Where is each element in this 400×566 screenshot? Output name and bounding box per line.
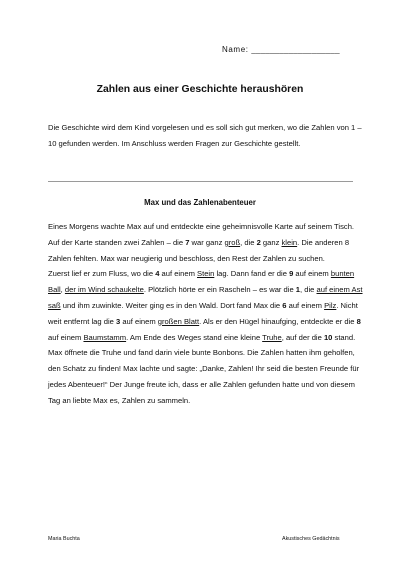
text-run: Zuerst lief er zum Fluss, wo die: [48, 269, 156, 279]
number-9: 9: [289, 269, 294, 279]
word-truhe: Truhe: [262, 332, 282, 342]
number-7: 7: [185, 237, 190, 247]
story-paragraph-3: Max öffnete die Truhe und fand darin viele bunte Bonbons. Die Zahlen hatten ihm geholfen, den Schatz zu finden! Max lachte und sagte: „Danke, Zahlen! Ihr seid die besten Freunde für jedes Abenteuer!“ Der Junge freute ich, dass er alle Zahlen gefunden hatte und von diesem Tag an liebte Max es, Zahlen zu sammeln.: [48, 348, 360, 405]
instructions-text: Die Geschichte wird dem Kind vorgelesen und es soll sich gut merken, wo die Zahlen von 1 – 10 gefunden werden. Im Anschluss werden Fragen zur Geschichte gestellt.: [48, 123, 362, 148]
word-pilz: Pilz: [324, 300, 337, 310]
word-baumstamm: Baumstamm: [83, 332, 127, 342]
name-label: Name:: [222, 45, 249, 54]
text-run: . Am Ende des Weges stand eine kleine: [126, 332, 263, 342]
text-run: stand.: [332, 332, 356, 342]
number-10: 10: [323, 332, 333, 342]
number-4: 4: [155, 269, 160, 279]
text-run: auf einem: [120, 316, 158, 326]
story-paragraph-1: [48, 219, 364, 266]
text-run: lag. Dann fand er die: [214, 269, 290, 279]
word-bunten-ball: bunten Ball: [48, 269, 355, 295]
footer-topic: Akustisches Gedächtnis: [282, 536, 340, 542]
text-run: war ganz: [189, 237, 225, 247]
story-text: [48, 219, 364, 409]
word-stein: Stein: [197, 269, 215, 279]
word-gross: groß: [224, 237, 241, 247]
text-run: Eines Morgens wachte Max auf und entdeckte eine geheimnisvolle Karte auf seinem Tisch. Auf der Karte standen zwei Zahlen – die: [48, 222, 355, 247]
text-run: auf einem: [286, 300, 325, 310]
text-run: und ihm zuwinkte. Weiter ging es in den Wald. Dort fand Max die: [60, 300, 283, 310]
text-run: ganz: [260, 237, 282, 247]
section-divider: [48, 181, 353, 182]
story-title: Max und das Zahlenabenteuer: [144, 198, 256, 207]
text-run: , die: [240, 237, 257, 247]
number-2: 2: [256, 237, 261, 247]
text-run: , auf der die: [281, 332, 324, 342]
text-run: , die: [300, 285, 317, 295]
number-8: 8: [356, 316, 361, 326]
worksheet-title: Zahlen aus einer Geschichte heraushören: [96, 84, 304, 95]
number-1: 1: [295, 285, 301, 295]
text-run: ,: [60, 285, 65, 295]
text-run: auf einem: [293, 269, 331, 279]
text-run: auf einem: [48, 332, 84, 342]
number-3: 3: [115, 316, 121, 326]
text-run: . Nicht weit entfernt lag die: [48, 300, 358, 326]
text-run: . Plötzlich hörte er ein Rascheln – es war die: [143, 285, 296, 295]
phrase-auf-ast: auf einem Ast saß: [48, 285, 363, 310]
name-blank-line: ___________________: [251, 45, 340, 54]
text-run: . Als er den Hügel hinaufging, entdeckte er die: [199, 316, 357, 326]
number-6: 6: [282, 300, 287, 310]
word-grossen-blatt: großen Blatt: [157, 316, 200, 326]
text-run: auf einem: [159, 269, 198, 279]
text-run: . Die anderen 8 Zahlen fehlten. Max war neugierig und beschloss, den Rest der Zahlen zu suchen.: [48, 237, 350, 263]
phrase-im-wind: der im Wind schaukelte: [64, 285, 144, 295]
word-klein: klein: [281, 237, 298, 247]
story-paragraph-2: [48, 266, 364, 345]
footer-author: Maria Buchta: [48, 536, 80, 542]
name-field: [222, 45, 340, 54]
